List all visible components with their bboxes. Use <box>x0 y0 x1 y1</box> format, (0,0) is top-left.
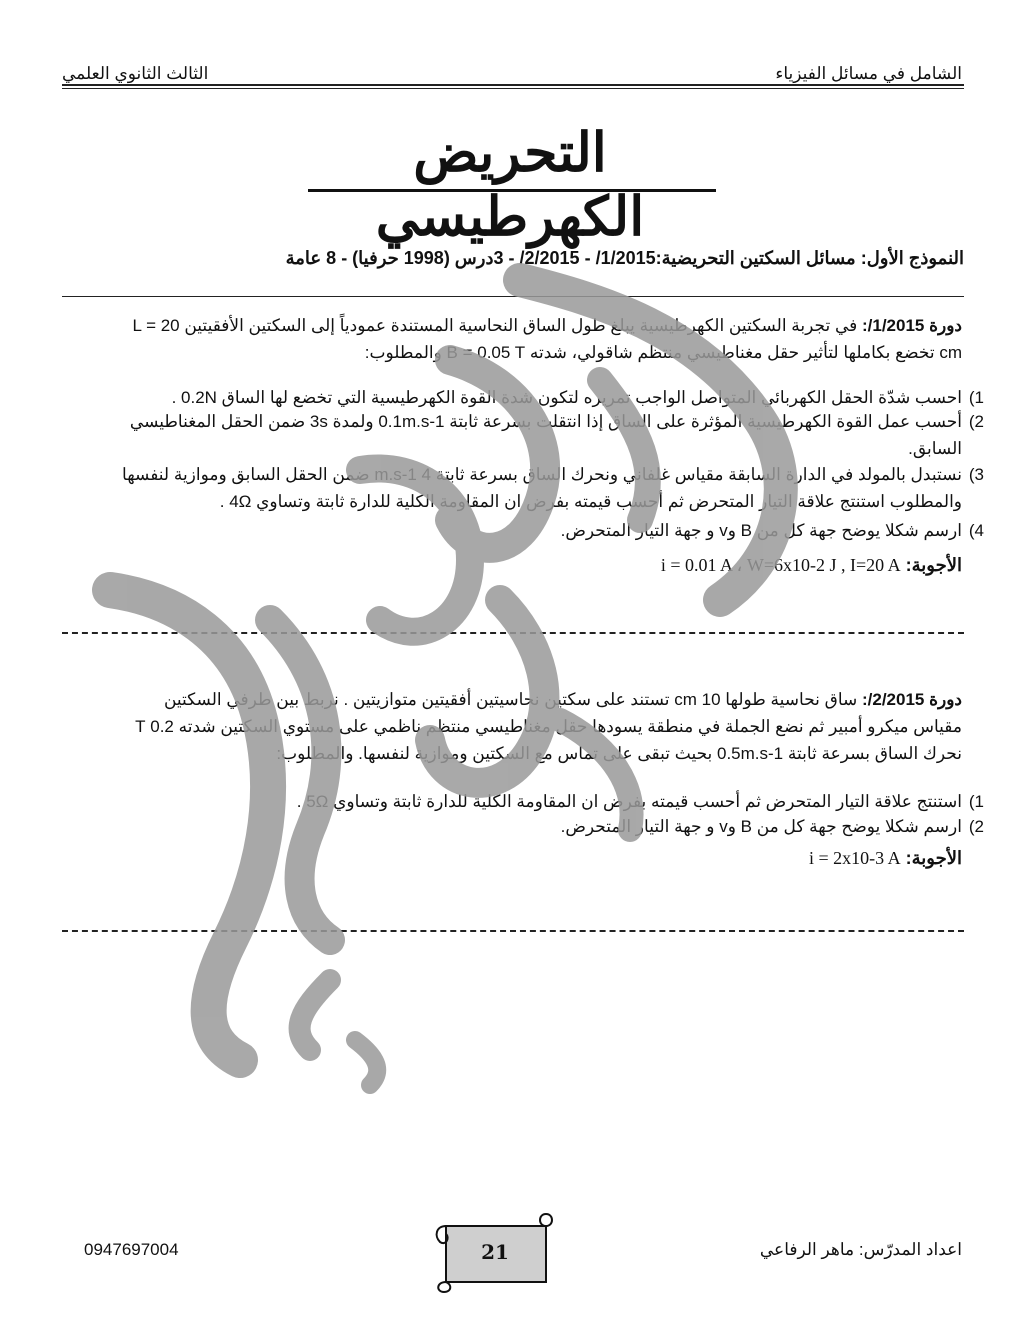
problem2-intro-line2: مقياس ميكرو أمبير ثم نضع الجملة في منطقة يسودها حقل مغناطيسي منتظم ناظمي على مستوي السكتين شدته 0.2 T <box>135 717 962 736</box>
item-text: ارسم شكلا يوضح جهة كل من B وv و جهة التيار المتحرض. <box>560 521 962 540</box>
problem2-intro <box>62 686 962 767</box>
separator-dashed-1 <box>62 632 964 634</box>
footer-author: اعداد المدرّس: ماهر الرفاعي <box>759 1240 962 1259</box>
problem1-item-3 <box>82 461 984 515</box>
item-text: ارسم شكلا يوضح جهة كل من B وv و جهة التيار المتحرض. <box>560 817 962 836</box>
item-text: استنتج علاقة التيار المتحرض ثم أحسب قيمته بفرض ان المقاومة الكلية للدارة ثابتة وتساوي 5Ω . <box>296 792 962 811</box>
item-number: 3) <box>968 465 984 484</box>
model-text: مسائل السكتين التحريضية:1/2015/ - 2/2015/ - 3درس (1998 حرفيا) - 8 عامة <box>285 248 856 268</box>
problem2-item-1 <box>82 788 984 815</box>
footer-phone: 0947697004 <box>84 1240 179 1259</box>
problem1-answers <box>661 555 962 576</box>
model-rule <box>62 296 964 297</box>
header-right-text: الشامل في مسائل الفيزياء <box>775 64 962 83</box>
problem2-intro-line1: ساق نحاسية طولها 10 cm تستند على سكتين نحاسيتين أفقيتين متوازيتين . نربط بين طرفي السكتين <box>163 690 858 709</box>
problem1-item-2 <box>82 408 984 462</box>
problem1-intro-line2: cm تخضع بكاملها لتأثير حقل مغناطيسي منتظم شاقولي، شدته B = 0.05 T والمطلوب: <box>364 343 962 362</box>
separator-dashed-2 <box>62 930 964 932</box>
problem1-intro <box>62 312 962 366</box>
item-number: 4) <box>968 521 984 540</box>
answer-label: الأجوبة: <box>905 848 962 868</box>
problem2-answers <box>809 848 962 869</box>
problem2-item-2 <box>82 813 984 840</box>
item-number: 1) <box>968 388 984 407</box>
header-left-text: الثالث الثانوي العلمي <box>62 64 209 83</box>
item-number: 2) <box>968 412 984 431</box>
answer-text: i = 2x10-3 A <box>808 848 901 868</box>
answer-text: i = 0.01 A ، W=6x10-2 J , I=20 A <box>660 555 901 575</box>
item-text: نستبدل بالمولد في الدارة السابقة مقياس غلفاني ونحرك الساق بسرعة ثابتة 4 m.s-1 ضمن الحقل السابق وموازية لنفسها والمطلوب استنتج علاقة التيار المتحرض ثم أحسب قيمته بفرض ان المقاومة الكلية للدارة ثابتة وتساوي 4Ω . <box>122 465 962 511</box>
problem1-item-1 <box>82 384 984 411</box>
model-label: النموذج الأول: <box>860 248 964 268</box>
header-rule-thin <box>62 88 964 89</box>
problem1-intro-line1: في تجربة السكتين الكهرطيسية يبلغ طول الساق النحاسية المستندة عمودياً إلى السكتين الأفقيتين L = 20 <box>132 316 858 335</box>
header-rule <box>62 84 964 86</box>
title-underline <box>308 189 716 192</box>
item-number: 1) <box>968 792 984 811</box>
item-text: احسب شدّة الحقل الكهربائي المتواصل الواجب تمريره لتكون شدة القوة الكهرطيسية التي تخضع لها الساق 0.2N . <box>171 388 962 407</box>
page-title: التحريض الكهرطيسي <box>375 120 645 248</box>
item-text: أحسب عمل القوة الكهرطيسية المؤثرة على الساق إذا انتقلت بسرعة ثابتة 0.1m.s-1 ولمدة 3s ضمن الحقل المغناطيسي السابق. <box>129 412 962 458</box>
item-number: 2) <box>968 817 984 836</box>
problem2-label: دورة 2/2015/: <box>861 690 962 709</box>
problem1-item-4 <box>82 517 984 544</box>
problem2-intro-line3: نحرك الساق بسرعة ثابتة 0.5m.s-1 بحيث تبقى على تماس مع السكتين وموازية لنفسها. والمطلوب: <box>276 744 962 763</box>
page-number: 21 <box>481 1240 509 1264</box>
problem1-label: دورة 1/2015/: <box>861 316 962 335</box>
answer-label: الأجوبة: <box>905 555 962 575</box>
model-heading <box>286 248 964 269</box>
